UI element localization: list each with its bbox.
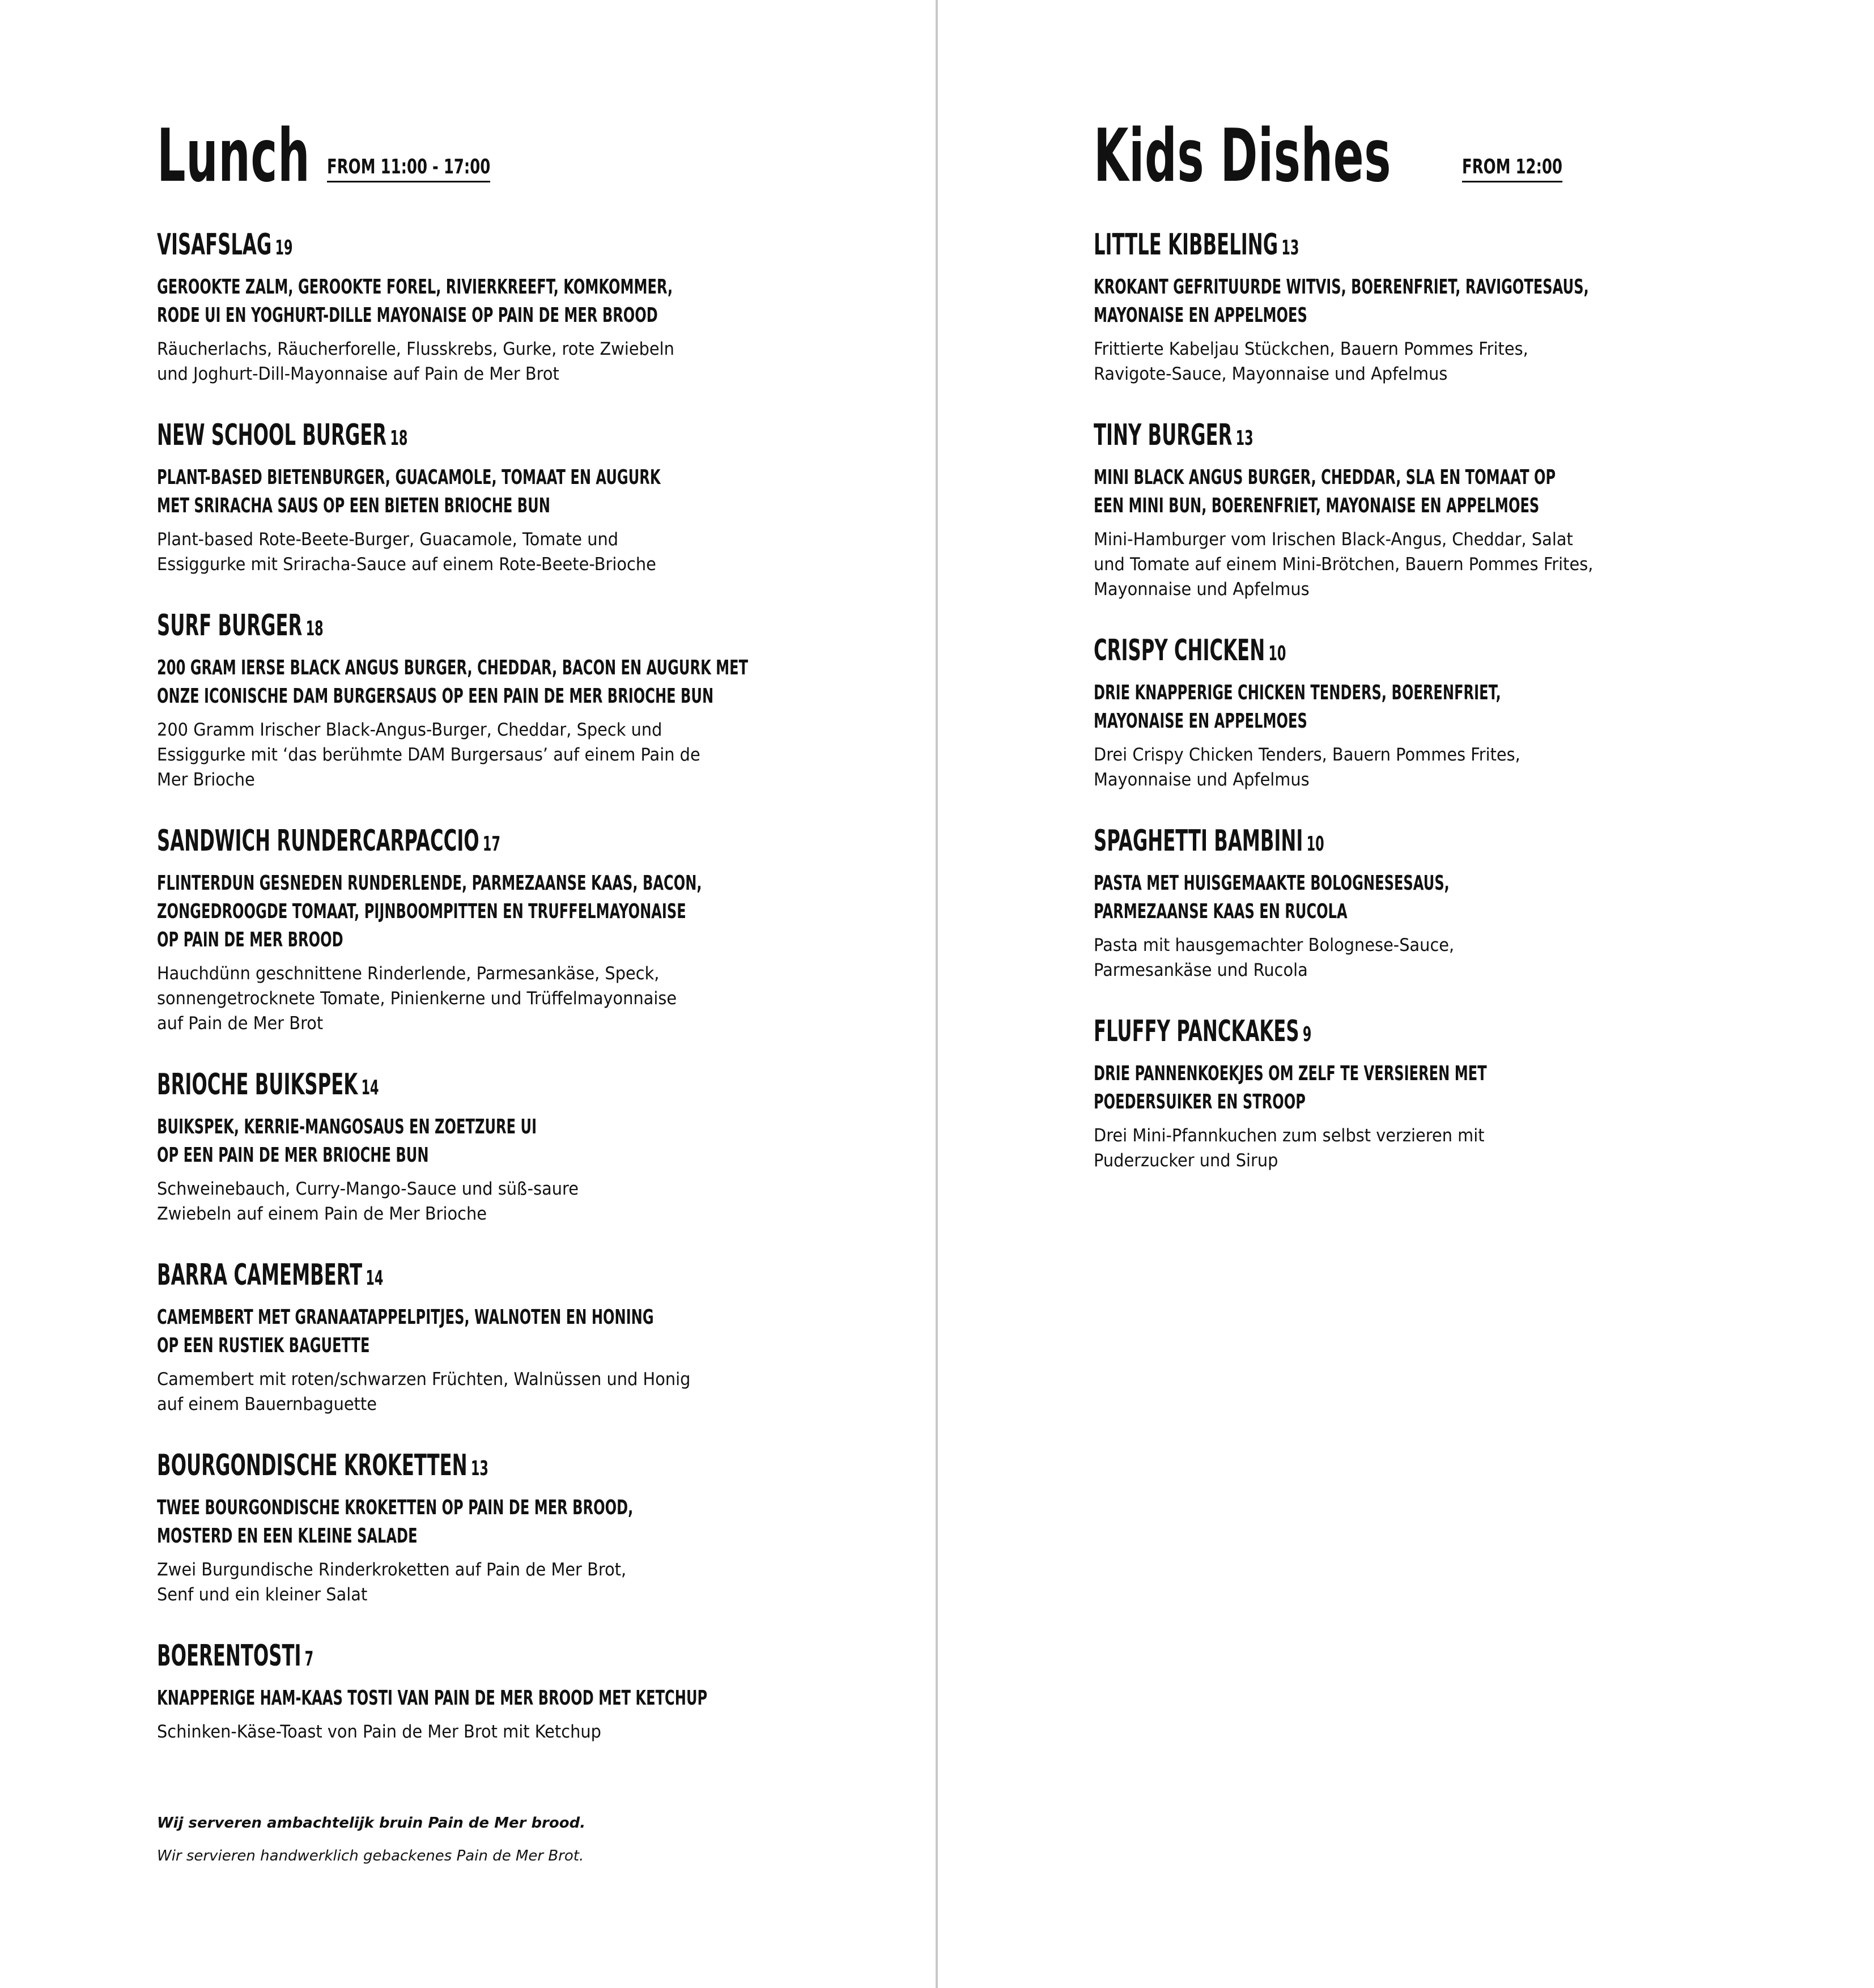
dish-description-nl	[1094, 679, 1829, 736]
dish-description-nl-line: OP PAIN DE MER BROOD	[157, 928, 343, 951]
dish-description-de-line: Essiggurke mit Sriracha-Sauce auf einem Rote-Beete-Brioche	[157, 554, 656, 575]
menu-item	[1094, 823, 1830, 983]
dish-name	[157, 417, 882, 457]
dish-description-nl	[1094, 1060, 1829, 1116]
dish-price: 18	[305, 617, 324, 640]
dish-description-nl-line: PASTA MET HUISGEMAAKTE BOLOGNESESAUS,	[1094, 872, 1450, 895]
dish-description-de-line: Hauchdünn geschnittene Rinderlende, Parmesankäse, Speck,	[157, 963, 660, 984]
dish-price: 14	[366, 1267, 384, 1290]
dish-name	[157, 608, 882, 647]
lunch-dish-list	[157, 227, 888, 1744]
dish-description-nl	[157, 273, 887, 330]
dish-name	[1094, 227, 1825, 266]
dish-description-nl-line: MET SRIRACHA SAUS OP EEN BIETEN BRIOCHE BUN	[157, 494, 550, 517]
dish-price: 10	[1268, 642, 1286, 665]
dish-description-de	[157, 1176, 885, 1226]
lunch-section	[157, 108, 888, 1872]
dish-description-de-line: und Joghurt-Dill-Mayonnaise auf Pain de Mer Brot	[157, 364, 559, 384]
dish-description-de	[157, 337, 885, 386]
dish-name	[1094, 1013, 1825, 1053]
dish-description-nl-line: 200 GRAM IERSE BLACK ANGUS BURGER, CHEDDAR, BACON EN AUGURK MET	[157, 656, 749, 679]
menu-item	[157, 823, 888, 1036]
dish-description-nl-line: DRIE PANNENKOEKJES OM ZELF TE VERSIEREN MET	[1094, 1062, 1487, 1085]
menu-item	[157, 1638, 888, 1744]
dish-description-nl-line: OP EEN RUSTIEK BAGUETTE	[157, 1334, 370, 1357]
dish-description-de-line: auf einem Bauernbaguette	[157, 1394, 377, 1414]
dish-name-text: BARRA CAMEMBERT	[157, 1258, 363, 1292]
dish-description-nl-line: OP EEN PAIN DE MER BRIOCHE BUN	[157, 1144, 429, 1167]
dish-description-de-line: Plant-based Rote-Beete-Burger, Guacamole, Tomate und	[157, 529, 619, 550]
dish-name-text: TINY BURGER	[1094, 418, 1233, 452]
dish-description-de-line: Zwiebeln auf einem Pain de Mer Brioche	[157, 1204, 487, 1224]
kids-header	[1094, 108, 1830, 198]
menu-item	[1094, 1013, 1830, 1173]
dish-description-de-line: Schinken-Käse-Toast von Pain de Mer Brot mit Ketchup	[157, 1722, 601, 1742]
dish-description-nl	[157, 1684, 887, 1713]
dish-description-nl-line: MAYONAISE EN APPELMOES	[1094, 304, 1307, 327]
dish-description-de-line: Puderzucker und Sirup	[1094, 1150, 1278, 1171]
dish-description-de-line: Mayonnaise und Apfelmus	[1094, 579, 1310, 600]
dish-price: 18	[390, 427, 408, 450]
dish-description-nl-line: ZONGEDROOGDE TOMAAT, PIJNBOOMPITTEN EN TRUFFELMAYONAISE	[157, 900, 686, 923]
dish-description-de-line: Zwei Burgundische Rinderkroketten auf Pain de Mer Brot,	[157, 1560, 627, 1580]
dish-description-de	[157, 961, 885, 1036]
dish-description-de	[157, 1719, 885, 1744]
dish-description-de-line: Mer Brioche	[157, 770, 255, 790]
dish-description-nl-line: DRIE KNAPPERIGE CHICKEN TENDERS, BOERENFRIET,	[1094, 681, 1501, 704]
dish-price: 13	[1281, 236, 1299, 260]
dish-name	[157, 1638, 882, 1677]
column-divider	[936, 0, 938, 1988]
lunch-title: Lunch	[157, 114, 311, 198]
dish-description-de	[1094, 337, 1827, 386]
dish-name-text: LITTLE KIBBELING	[1094, 228, 1278, 262]
dish-name-text: VISAFSLAG	[157, 228, 272, 262]
dish-description-de-line: Pasta mit hausgemachter Bolognese-Sauce,	[1094, 935, 1455, 955]
menu-item	[1094, 632, 1830, 792]
dish-description-de-line: Mini-Hamburger vom Irischen Black-Angus, Cheddar, Salat	[1094, 529, 1573, 550]
dish-name	[1094, 823, 1825, 863]
dish-description-nl	[157, 464, 887, 520]
dish-description-de-line: Drei Mini-Pfannkuchen zum selbst verzieren mit	[1094, 1125, 1485, 1146]
menu-item	[157, 1067, 888, 1226]
dish-price: 9	[1302, 1023, 1312, 1046]
footnote-nl: Wij serveren ambachtelijk bruin Pain de Mer brood.	[157, 1815, 586, 1832]
dish-description-nl-line: KROKANT GEFRITUURDE WITVIS, BOERENFRIET, RAVIGOTESAUS,	[1094, 275, 1589, 299]
dish-description-nl-line: PARMEZAANSE KAAS EN RUCOLA	[1094, 900, 1348, 923]
dish-price: 13	[470, 1457, 488, 1480]
kids-title: Kids Dishes	[1094, 114, 1392, 198]
dish-description-nl	[157, 654, 887, 711]
dish-name-text: SANDWICH RUNDERCARPACCIO	[157, 824, 479, 858]
dish-name	[157, 823, 882, 863]
dish-description-nl-line: TWEE BOURGONDISCHE KROKETTEN OP PAIN DE MER BROOD,	[157, 1496, 634, 1519]
dish-description-de-line: Mayonnaise und Apfelmus	[1094, 770, 1310, 790]
dish-description-de-line: sonnengetrocknete Tomate, Pinienkerne und Trüffelmayonnaise	[157, 988, 677, 1009]
dish-price: 14	[361, 1076, 379, 1099]
dish-description-de-line: Camembert mit roten/schwarzen Früchten, Walnüssen und Honig	[157, 1369, 691, 1390]
kids-section	[1094, 108, 1830, 1204]
lunch-hours: FROM 11:00 - 17:00	[327, 157, 490, 182]
dish-description-de-line: Schweinebauch, Curry-Mango-Sauce und süß-saure	[157, 1179, 579, 1199]
footnotes	[157, 1807, 888, 1872]
dish-price: 19	[275, 236, 293, 260]
lunch-header	[157, 108, 888, 198]
dish-name-text: NEW SCHOOL BURGER	[157, 418, 387, 452]
dish-name	[157, 1447, 882, 1487]
dish-name-text: BOERENTOSTI	[157, 1639, 301, 1673]
dish-description-nl	[1094, 869, 1829, 926]
dish-name	[1094, 417, 1825, 457]
dish-name-text: SURF BURGER	[157, 609, 303, 643]
dish-price: 7	[304, 1647, 314, 1671]
dish-name-text: CRISPY CHICKEN	[1094, 634, 1265, 668]
dish-description-de-line: Drei Crispy Chicken Tenders, Bauern Pommes Frites,	[1094, 745, 1520, 765]
dish-price: 17	[482, 832, 500, 856]
menu-item	[1094, 227, 1830, 386]
dish-description-de	[1094, 527, 1827, 602]
dish-description-nl-line: MAYONAISE EN APPELMOES	[1094, 710, 1307, 733]
menu-item	[1094, 417, 1830, 602]
dish-description-nl-line: CAMEMBERT MET GRANAATAPPELPITJES, WALNOTEN EN HONING	[157, 1306, 654, 1329]
dish-description-de-line: 200 Gramm Irischer Black-Angus-Burger, Cheddar, Speck und	[157, 720, 662, 740]
dish-description-nl-line: KNAPPERIGE HAM-KAAS TOSTI VAN PAIN DE MER BROOD MET KETCHUP	[157, 1687, 708, 1710]
dish-name-text: SPAGHETTI BAMBINI	[1094, 824, 1303, 858]
dish-description-nl-line: POEDERSUIKER EN STROOP	[1094, 1090, 1306, 1114]
dish-description-nl-line: GEROOKTE ZALM, GEROOKTE FOREL, RIVIERKREEFT, KOMKOMMER,	[157, 275, 673, 299]
dish-description-de	[157, 527, 885, 577]
dish-description-de	[157, 717, 885, 792]
dish-description-de	[1094, 742, 1827, 792]
dish-description-nl-line: ONZE ICONISCHE DAM BURGERSAUS OP EEN PAIN DE MER BRIOCHE BUN	[157, 685, 714, 708]
dish-description-nl	[157, 1113, 887, 1170]
dish-description-de	[157, 1367, 885, 1417]
footnote-de: Wir servieren handwerklich gebackenes Pain de Mer Brot.	[157, 1847, 584, 1864]
dish-description-nl-line: BUIKSPEK, KERRIE-MANGOSAUS EN ZOETZURE UI	[157, 1115, 537, 1139]
dish-price: 10	[1306, 832, 1324, 856]
dish-description-de-line: Räucherlachs, Räucherforelle, Flusskrebs, Gurke, rote Zwiebeln	[157, 339, 674, 359]
menu-item	[157, 1447, 888, 1607]
dish-description-nl-line: PLANT-BASED BIETENBURGER, GUACAMOLE, TOMAAT EN AUGURK	[157, 466, 661, 489]
menu-item	[157, 1257, 888, 1417]
dish-description-nl	[1094, 273, 1829, 330]
menu-item	[157, 417, 888, 577]
dish-description-nl-line: FLINTERDUN GESNEDEN RUNDERLENDE, PARMEZAANSE KAAS, BACON,	[157, 872, 702, 895]
dish-description-de-line: auf Pain de Mer Brot	[157, 1013, 324, 1034]
dish-name-text: BOURGONDISCHE KROKETTEN	[157, 1448, 468, 1482]
dish-name	[157, 1257, 882, 1297]
dish-description-de-line: Frittierte Kabeljau Stückchen, Bauern Pommes Frites,	[1094, 339, 1528, 359]
dish-description-de-line: Essiggurke mit ‘das berühmte DAM Burgersaus’ auf einem Pain de	[157, 745, 700, 765]
dish-name	[157, 227, 882, 266]
dish-description-de-line: Ravigote-Sauce, Mayonnaise und Apfelmus	[1094, 364, 1448, 384]
dish-description-de-line: Senf und ein kleiner Salat	[157, 1585, 368, 1605]
dish-description-nl	[157, 1303, 887, 1360]
dish-description-de-line: Parmesankäse und Rucola	[1094, 960, 1308, 980]
dish-description-nl	[157, 1494, 887, 1551]
dish-description-de-line: und Tomate auf einem Mini-Brötchen, Bauern Pommes Frites,	[1094, 554, 1593, 575]
dish-name-text: BRIOCHE BUIKSPEK	[157, 1068, 358, 1102]
dish-description-de	[1094, 1123, 1827, 1173]
dish-description-nl-line: MINI BLACK ANGUS BURGER, CHEDDAR, SLA EN TOMAAT OP	[1094, 466, 1556, 489]
menu-item	[157, 608, 888, 792]
dish-name	[1094, 632, 1825, 672]
dish-name-text: FLUFFY PANCKAKES	[1094, 1014, 1299, 1048]
dish-description-nl-line: RODE UI EN YOGHURT-DILLE MAYONAISE OP PAIN DE MER BROOD	[157, 304, 658, 327]
kids-hours: FROM 12:00	[1462, 157, 1562, 182]
dish-name	[157, 1067, 882, 1106]
dish-description-nl-line: EEN MINI BUN, BOERENFRIET, MAYONAISE EN APPELMOES	[1094, 494, 1540, 517]
menu-item	[157, 227, 888, 386]
dish-description-de	[1094, 933, 1827, 983]
dish-description-nl	[157, 869, 887, 954]
dish-description-de	[157, 1557, 885, 1607]
dish-description-nl	[1094, 464, 1829, 520]
dish-description-nl-line: MOSTERD EN EEN KLEINE SALADE	[157, 1524, 418, 1548]
kids-dish-list	[1094, 227, 1830, 1173]
dish-price: 13	[1235, 427, 1253, 450]
